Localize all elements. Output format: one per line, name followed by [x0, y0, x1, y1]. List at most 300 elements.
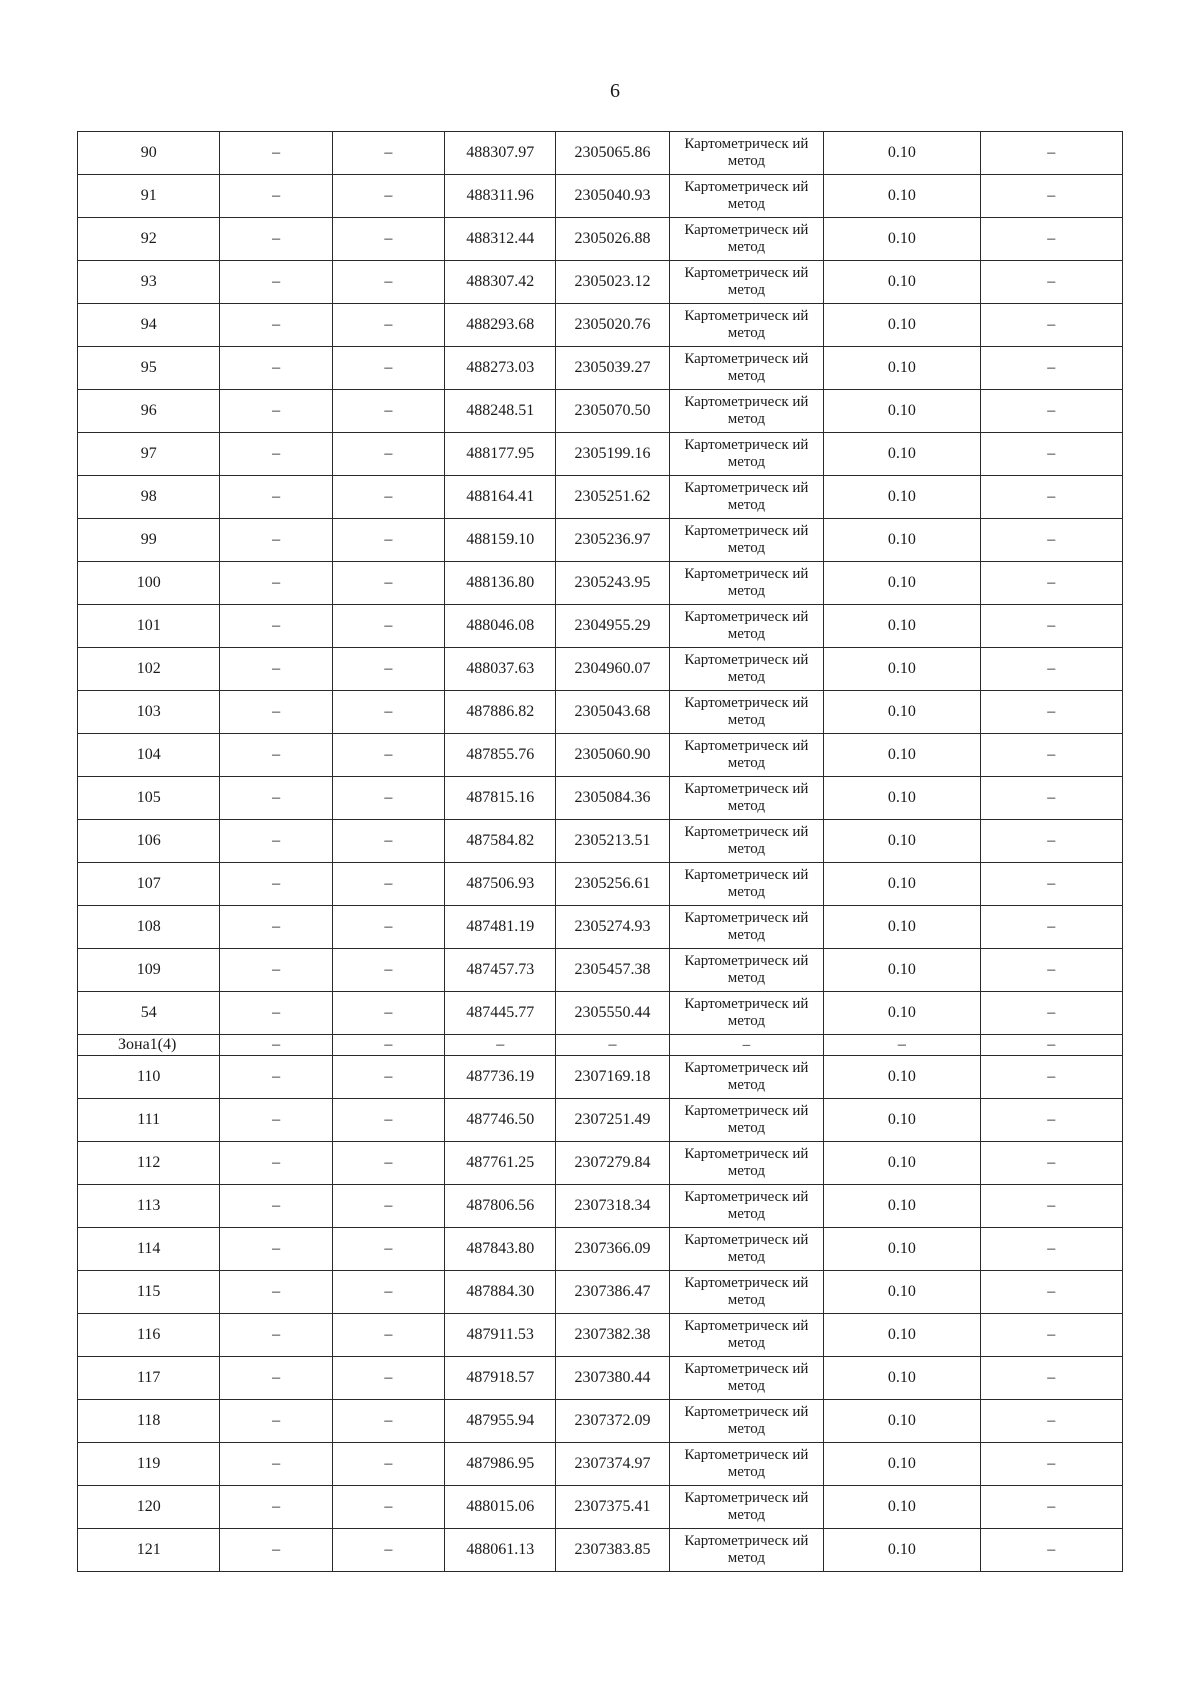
accuracy-cell: 0.10: [824, 132, 980, 175]
accuracy-cell: 0.10: [824, 1056, 980, 1099]
description-cell: –: [980, 1142, 1122, 1185]
accuracy-cell: 0.10: [824, 261, 980, 304]
old-y-cell: –: [332, 1228, 444, 1271]
x-coordinate-cell: 487736.19: [445, 1056, 556, 1099]
point-number-cell: 92: [78, 218, 220, 261]
table-row: [78, 562, 1123, 605]
table-row: [78, 691, 1123, 734]
table-row: [78, 949, 1123, 992]
accuracy-cell: 0.10: [824, 1185, 980, 1228]
method-cell: Картометрическ ий метод: [669, 1271, 823, 1314]
accuracy-cell: 0.10: [824, 863, 980, 906]
table-row: [78, 519, 1123, 562]
description-cell: –: [980, 1185, 1122, 1228]
old-y-cell: –: [332, 906, 444, 949]
old-x-cell: –: [220, 1228, 332, 1271]
old-y-cell: –: [332, 1443, 444, 1486]
description-cell: –: [980, 605, 1122, 648]
accuracy-cell: 0.10: [824, 175, 980, 218]
accuracy-cell: 0.10: [824, 992, 980, 1035]
description-cell: –: [980, 261, 1122, 304]
method-cell: Картометрическ ий метод: [669, 648, 823, 691]
point-number-cell: 105: [78, 777, 220, 820]
method-cell: Картометрическ ий метод: [669, 261, 823, 304]
old-y-cell: –: [332, 1271, 444, 1314]
point-number-cell: 120: [78, 1486, 220, 1529]
table-row: [78, 261, 1123, 304]
description-cell: –: [980, 304, 1122, 347]
old-y-cell: –: [332, 390, 444, 433]
x-coordinate-cell: 487481.19: [445, 906, 556, 949]
y-coordinate-cell: 2305039.27: [556, 347, 669, 390]
table-row: [78, 1486, 1123, 1529]
old-x-cell: –: [220, 1486, 332, 1529]
old-x-cell: –: [220, 433, 332, 476]
old-y-cell: –: [332, 1314, 444, 1357]
y-coordinate-cell: 2305060.90: [556, 734, 669, 777]
point-number-cell: 90: [78, 132, 220, 175]
point-number-cell: 98: [78, 476, 220, 519]
accuracy-cell: 0.10: [824, 1357, 980, 1400]
y-coordinate-cell: 2305213.51: [556, 820, 669, 863]
old-x-cell: –: [220, 562, 332, 605]
old-y-cell: –: [332, 476, 444, 519]
old-y-cell: –: [332, 132, 444, 175]
old-x-cell: –: [220, 132, 332, 175]
description-cell: –: [980, 1529, 1122, 1572]
x-coordinate-cell: 487955.94: [445, 1400, 556, 1443]
x-coordinate-cell: 487746.50: [445, 1099, 556, 1142]
table-row: [78, 820, 1123, 863]
old-x-cell: –: [220, 1035, 332, 1056]
old-y-cell: –: [332, 992, 444, 1035]
point-number-cell: 97: [78, 433, 220, 476]
method-cell: Картометрическ ий метод: [669, 1443, 823, 1486]
accuracy-cell: 0.10: [824, 1314, 980, 1357]
x-coordinate-cell: 488061.13: [445, 1529, 556, 1572]
x-coordinate-cell: 488046.08: [445, 605, 556, 648]
description-cell: –: [980, 175, 1122, 218]
point-number-cell: 91: [78, 175, 220, 218]
table-row: [78, 648, 1123, 691]
old-y-cell: –: [332, 777, 444, 820]
old-y-cell: –: [332, 304, 444, 347]
method-cell: Картометрическ ий метод: [669, 691, 823, 734]
point-number-cell: 94: [78, 304, 220, 347]
table-row: [78, 992, 1123, 1035]
old-y-cell: –: [332, 261, 444, 304]
table-row: [78, 1529, 1123, 1572]
old-y-cell: –: [332, 175, 444, 218]
accuracy-cell: 0.10: [824, 605, 980, 648]
page-number: 6: [610, 80, 620, 102]
method-cell: Картометрическ ий метод: [669, 949, 823, 992]
y-coordinate-cell: 2305040.93: [556, 175, 669, 218]
point-number-cell: 106: [78, 820, 220, 863]
old-y-cell: –: [332, 1099, 444, 1142]
x-coordinate-cell: 488312.44: [445, 218, 556, 261]
old-y-cell: –: [332, 562, 444, 605]
old-x-cell: –: [220, 906, 332, 949]
y-coordinate-cell: 2307318.34: [556, 1185, 669, 1228]
method-cell: Картометрическ ий метод: [669, 519, 823, 562]
description-cell: –: [980, 820, 1122, 863]
method-cell: Картометрическ ий метод: [669, 1142, 823, 1185]
accuracy-cell: 0.10: [824, 390, 980, 433]
point-number-cell: 101: [78, 605, 220, 648]
y-coordinate-cell: 2305199.16: [556, 433, 669, 476]
description-cell: –: [980, 863, 1122, 906]
x-coordinate-cell: 488307.97: [445, 132, 556, 175]
table-row: [78, 304, 1123, 347]
accuracy-cell: 0.10: [824, 519, 980, 562]
accuracy-cell: 0.10: [824, 777, 980, 820]
method-cell: Картометрическ ий метод: [669, 1228, 823, 1271]
method-cell: Картометрическ ий метод: [669, 777, 823, 820]
table-row: [78, 777, 1123, 820]
old-y-cell: –: [332, 605, 444, 648]
description-cell: –: [980, 1400, 1122, 1443]
x-coordinate-cell: 487584.82: [445, 820, 556, 863]
old-y-cell: –: [332, 1400, 444, 1443]
description-cell: –: [980, 1271, 1122, 1314]
x-coordinate-cell: 488037.63: [445, 648, 556, 691]
point-number-cell: 111: [78, 1099, 220, 1142]
old-x-cell: –: [220, 863, 332, 906]
old-y-cell: –: [332, 1056, 444, 1099]
accuracy-cell: 0.10: [824, 1099, 980, 1142]
y-coordinate-cell: 2307279.84: [556, 1142, 669, 1185]
description-cell: –: [980, 347, 1122, 390]
point-number-cell: 107: [78, 863, 220, 906]
point-number-cell: Зона1(4): [78, 1035, 220, 1056]
table-row: [78, 1056, 1123, 1099]
x-coordinate-cell: 487886.82: [445, 691, 556, 734]
accuracy-cell: 0.10: [824, 1400, 980, 1443]
description-cell: –: [980, 1314, 1122, 1357]
point-number-cell: 110: [78, 1056, 220, 1099]
point-number-cell: 109: [78, 949, 220, 992]
old-y-cell: –: [332, 218, 444, 261]
x-coordinate-cell: 488273.03: [445, 347, 556, 390]
table-row: [78, 132, 1123, 175]
method-cell: Картометрическ ий метод: [669, 1099, 823, 1142]
table-row: [78, 175, 1123, 218]
accuracy-cell: 0.10: [824, 1228, 980, 1271]
method-cell: –: [669, 1035, 823, 1056]
old-y-cell: –: [332, 1185, 444, 1228]
x-coordinate-cell: 487911.53: [445, 1314, 556, 1357]
accuracy-cell: 0.10: [824, 1486, 980, 1529]
old-x-cell: –: [220, 992, 332, 1035]
x-coordinate-cell: 487761.25: [445, 1142, 556, 1185]
method-cell: Картометрическ ий метод: [669, 863, 823, 906]
point-number-cell: 121: [78, 1529, 220, 1572]
old-x-cell: –: [220, 1271, 332, 1314]
description-cell: –: [980, 1035, 1122, 1056]
x-coordinate-cell: 487918.57: [445, 1357, 556, 1400]
point-number-cell: 114: [78, 1228, 220, 1271]
accuracy-cell: 0.10: [824, 562, 980, 605]
description-cell: –: [980, 476, 1122, 519]
point-number-cell: 99: [78, 519, 220, 562]
description-cell: –: [980, 1486, 1122, 1529]
old-x-cell: –: [220, 820, 332, 863]
old-x-cell: –: [220, 175, 332, 218]
old-y-cell: –: [332, 433, 444, 476]
old-x-cell: –: [220, 949, 332, 992]
x-coordinate-cell: 488311.96: [445, 175, 556, 218]
accuracy-cell: 0.10: [824, 691, 980, 734]
method-cell: Картометрическ ий метод: [669, 1400, 823, 1443]
description-cell: –: [980, 433, 1122, 476]
old-x-cell: –: [220, 1056, 332, 1099]
coordinates-table-body: [78, 132, 1123, 1572]
x-coordinate-cell: 487806.56: [445, 1185, 556, 1228]
y-coordinate-cell: 2305023.12: [556, 261, 669, 304]
method-cell: Картометрическ ий метод: [669, 1357, 823, 1400]
description-cell: –: [980, 390, 1122, 433]
method-cell: Картометрическ ий метод: [669, 605, 823, 648]
description-cell: –: [980, 1056, 1122, 1099]
y-coordinate-cell: 2307374.97: [556, 1443, 669, 1486]
accuracy-cell: 0.10: [824, 218, 980, 261]
y-coordinate-cell: 2304960.07: [556, 648, 669, 691]
y-coordinate-cell: 2307386.47: [556, 1271, 669, 1314]
old-x-cell: –: [220, 777, 332, 820]
old-x-cell: –: [220, 1443, 332, 1486]
old-x-cell: –: [220, 648, 332, 691]
x-coordinate-cell: 487457.73: [445, 949, 556, 992]
point-number-cell: 96: [78, 390, 220, 433]
method-cell: Картометрическ ий метод: [669, 476, 823, 519]
point-number-cell: 118: [78, 1400, 220, 1443]
old-y-cell: –: [332, 820, 444, 863]
x-coordinate-cell: 488248.51: [445, 390, 556, 433]
y-coordinate-cell: 2305236.97: [556, 519, 669, 562]
old-y-cell: –: [332, 1142, 444, 1185]
method-cell: Картометрическ ий метод: [669, 1056, 823, 1099]
table-row: [78, 605, 1123, 648]
accuracy-cell: 0.10: [824, 906, 980, 949]
coordinates-table: [77, 131, 1123, 1572]
description-cell: –: [980, 132, 1122, 175]
table-row: [78, 1400, 1123, 1443]
y-coordinate-cell: 2307382.38: [556, 1314, 669, 1357]
x-coordinate-cell: 487884.30: [445, 1271, 556, 1314]
y-coordinate-cell: 2305274.93: [556, 906, 669, 949]
description-cell: –: [980, 1443, 1122, 1486]
y-coordinate-cell: 2307169.18: [556, 1056, 669, 1099]
old-y-cell: –: [332, 691, 444, 734]
table-row: [78, 734, 1123, 777]
old-y-cell: –: [332, 863, 444, 906]
point-number-cell: 117: [78, 1357, 220, 1400]
accuracy-cell: 0.10: [824, 949, 980, 992]
old-x-cell: –: [220, 1142, 332, 1185]
table-row: [78, 218, 1123, 261]
method-cell: Картометрическ ий метод: [669, 906, 823, 949]
point-number-cell: 100: [78, 562, 220, 605]
y-coordinate-cell: 2305550.44: [556, 992, 669, 1035]
accuracy-cell: 0.10: [824, 1271, 980, 1314]
old-y-cell: –: [332, 1357, 444, 1400]
old-x-cell: –: [220, 347, 332, 390]
accuracy-cell: 0.10: [824, 347, 980, 390]
description-cell: –: [980, 1099, 1122, 1142]
table-row: [78, 1099, 1123, 1142]
y-coordinate-cell: 2305084.36: [556, 777, 669, 820]
y-coordinate-cell: 2305251.62: [556, 476, 669, 519]
x-coordinate-cell: 487445.77: [445, 992, 556, 1035]
accuracy-cell: 0.10: [824, 476, 980, 519]
description-cell: –: [980, 648, 1122, 691]
table-row: [78, 1443, 1123, 1486]
table-row: [78, 1314, 1123, 1357]
y-coordinate-cell: 2305070.50: [556, 390, 669, 433]
old-y-cell: –: [332, 648, 444, 691]
x-coordinate-cell: –: [445, 1035, 556, 1056]
method-cell: Картометрическ ий метод: [669, 433, 823, 476]
accuracy-cell: –: [824, 1035, 980, 1056]
description-cell: –: [980, 691, 1122, 734]
point-number-cell: 115: [78, 1271, 220, 1314]
point-number-cell: 102: [78, 648, 220, 691]
table-row: [78, 1228, 1123, 1271]
old-x-cell: –: [220, 1099, 332, 1142]
method-cell: Картометрическ ий метод: [669, 304, 823, 347]
method-cell: Картометрическ ий метод: [669, 734, 823, 777]
accuracy-cell: 0.10: [824, 1529, 980, 1572]
point-number-cell: 103: [78, 691, 220, 734]
old-y-cell: –: [332, 519, 444, 562]
accuracy-cell: 0.10: [824, 820, 980, 863]
method-cell: Картометрическ ий метод: [669, 820, 823, 863]
table-row: [78, 347, 1123, 390]
old-x-cell: –: [220, 1357, 332, 1400]
table-row: [78, 433, 1123, 476]
y-coordinate-cell: 2307366.09: [556, 1228, 669, 1271]
y-coordinate-cell: 2305256.61: [556, 863, 669, 906]
y-coordinate-cell: 2305026.88: [556, 218, 669, 261]
description-cell: –: [980, 562, 1122, 605]
old-x-cell: –: [220, 476, 332, 519]
old-x-cell: –: [220, 1400, 332, 1443]
old-y-cell: –: [332, 1035, 444, 1056]
old-x-cell: –: [220, 1185, 332, 1228]
old-y-cell: –: [332, 347, 444, 390]
x-coordinate-cell: 488177.95: [445, 433, 556, 476]
old-x-cell: –: [220, 390, 332, 433]
accuracy-cell: 0.10: [824, 734, 980, 777]
y-coordinate-cell: 2305457.38: [556, 949, 669, 992]
description-cell: –: [980, 949, 1122, 992]
old-x-cell: –: [220, 1314, 332, 1357]
description-cell: –: [980, 992, 1122, 1035]
method-cell: Картометрическ ий метод: [669, 1486, 823, 1529]
y-coordinate-cell: 2307383.85: [556, 1529, 669, 1572]
x-coordinate-cell: 487986.95: [445, 1443, 556, 1486]
y-coordinate-cell: 2307372.09: [556, 1400, 669, 1443]
table-row: [78, 1185, 1123, 1228]
old-x-cell: –: [220, 605, 332, 648]
point-number-cell: 113: [78, 1185, 220, 1228]
table-row: [78, 1142, 1123, 1185]
description-cell: –: [980, 1228, 1122, 1271]
accuracy-cell: 0.10: [824, 1443, 980, 1486]
table-row: [78, 476, 1123, 519]
y-coordinate-cell: 2305065.86: [556, 132, 669, 175]
x-coordinate-cell: 487506.93: [445, 863, 556, 906]
old-x-cell: –: [220, 691, 332, 734]
old-x-cell: –: [220, 519, 332, 562]
description-cell: –: [980, 906, 1122, 949]
description-cell: –: [980, 1357, 1122, 1400]
accuracy-cell: 0.10: [824, 433, 980, 476]
method-cell: Картометрическ ий метод: [669, 992, 823, 1035]
description-cell: –: [980, 519, 1122, 562]
point-number-cell: 119: [78, 1443, 220, 1486]
point-number-cell: 54: [78, 992, 220, 1035]
point-number-cell: 95: [78, 347, 220, 390]
method-cell: Картометрическ ий метод: [669, 1185, 823, 1228]
table-row: [78, 390, 1123, 433]
x-coordinate-cell: 488164.41: [445, 476, 556, 519]
y-coordinate-cell: 2307251.49: [556, 1099, 669, 1142]
table-row: [78, 863, 1123, 906]
x-coordinate-cell: 487855.76: [445, 734, 556, 777]
y-coordinate-cell: 2307380.44: [556, 1357, 669, 1400]
point-number-cell: 112: [78, 1142, 220, 1185]
method-cell: Картометрическ ий метод: [669, 218, 823, 261]
old-y-cell: –: [332, 734, 444, 777]
point-number-cell: 108: [78, 906, 220, 949]
y-coordinate-cell: 2307375.41: [556, 1486, 669, 1529]
accuracy-cell: 0.10: [824, 304, 980, 347]
x-coordinate-cell: 488293.68: [445, 304, 556, 347]
table-row: [78, 1357, 1123, 1400]
description-cell: –: [980, 777, 1122, 820]
x-coordinate-cell: 488307.42: [445, 261, 556, 304]
description-cell: –: [980, 218, 1122, 261]
old-x-cell: –: [220, 304, 332, 347]
y-coordinate-cell: 2305043.68: [556, 691, 669, 734]
y-coordinate-cell: –: [556, 1035, 669, 1056]
y-coordinate-cell: 2305243.95: [556, 562, 669, 605]
table-row: [78, 1271, 1123, 1314]
accuracy-cell: 0.10: [824, 1142, 980, 1185]
x-coordinate-cell: 488159.10: [445, 519, 556, 562]
old-y-cell: –: [332, 1486, 444, 1529]
x-coordinate-cell: 487843.80: [445, 1228, 556, 1271]
method-cell: Картометрическ ий метод: [669, 1529, 823, 1572]
old-x-cell: –: [220, 261, 332, 304]
method-cell: Картометрическ ий метод: [669, 1314, 823, 1357]
x-coordinate-cell: 487815.16: [445, 777, 556, 820]
old-x-cell: –: [220, 218, 332, 261]
x-coordinate-cell: 488015.06: [445, 1486, 556, 1529]
description-cell: –: [980, 734, 1122, 777]
old-x-cell: –: [220, 734, 332, 777]
method-cell: Картометрическ ий метод: [669, 347, 823, 390]
method-cell: Картометрическ ий метод: [669, 390, 823, 433]
old-y-cell: –: [332, 1529, 444, 1572]
zone-header-row: [78, 1035, 1123, 1056]
x-coordinate-cell: 488136.80: [445, 562, 556, 605]
method-cell: Картометрическ ий метод: [669, 132, 823, 175]
point-number-cell: 93: [78, 261, 220, 304]
table-row: [78, 906, 1123, 949]
